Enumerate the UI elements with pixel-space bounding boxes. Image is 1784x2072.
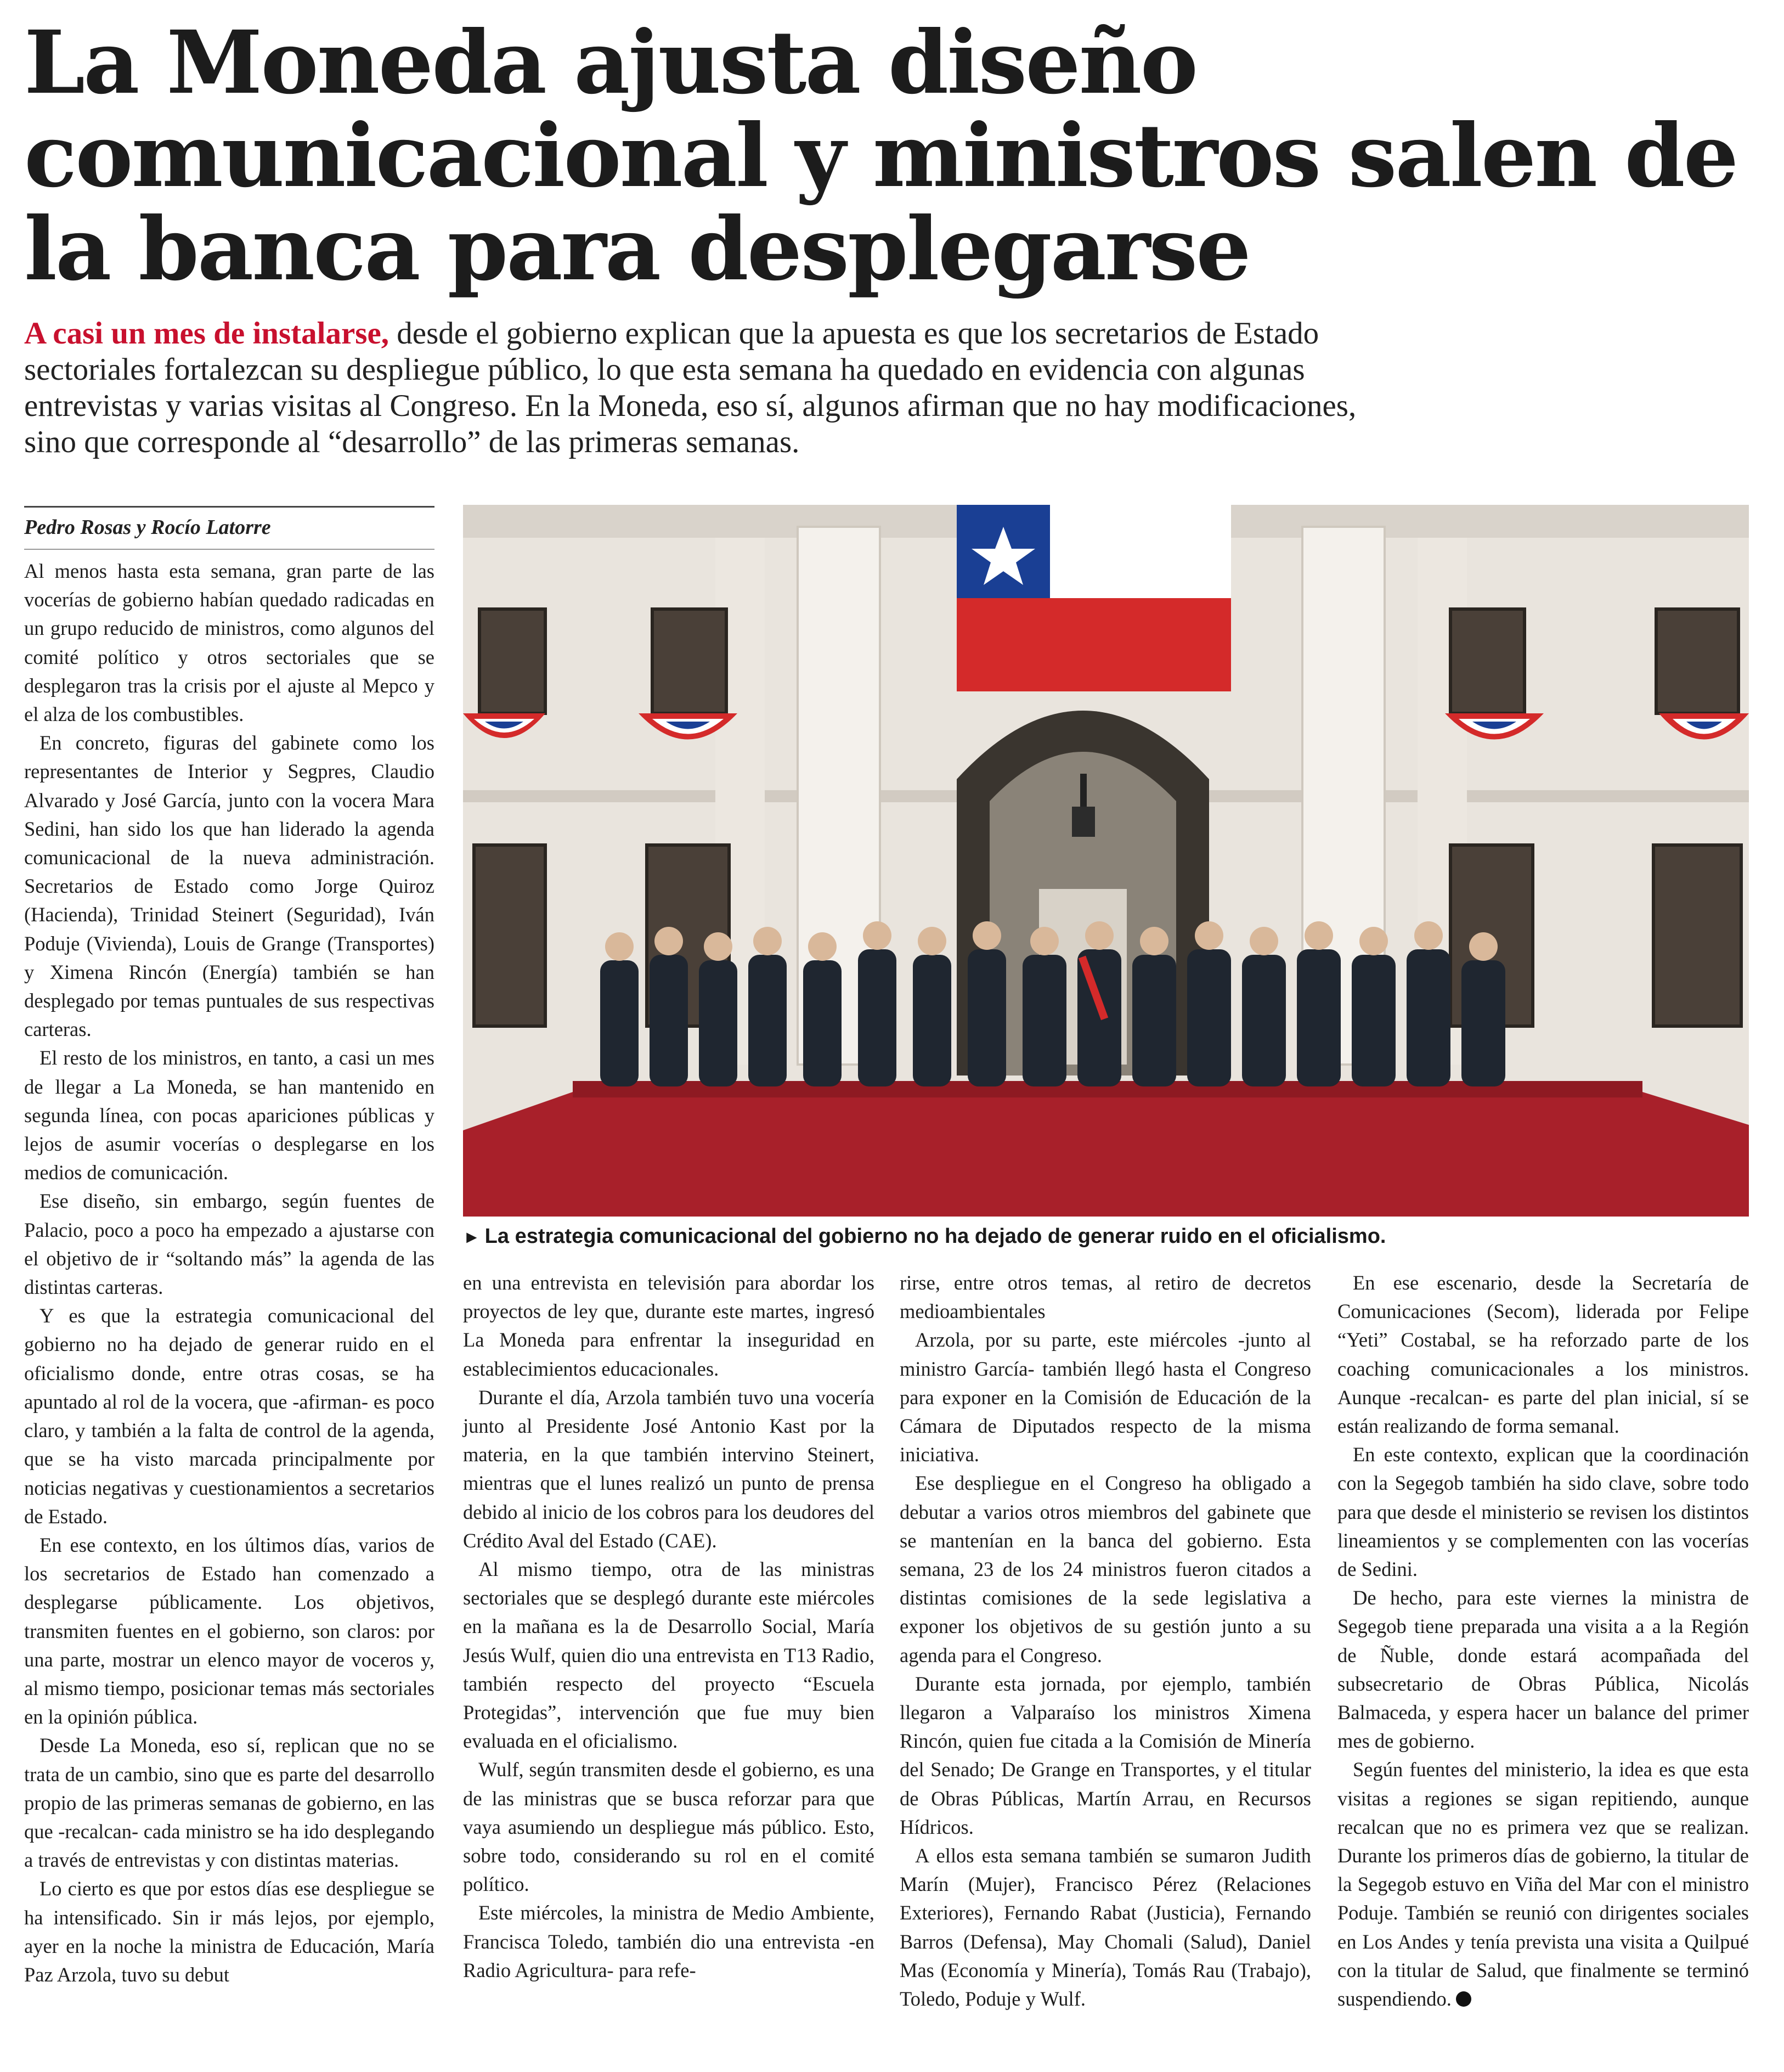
paragraph: rirse, entre otros temas, al retiro de decretos medioambientales: [900, 1271, 1311, 1323]
paragraph: Lo cierto es que por estos días ese despliegue se ha intensificado. Sin ir más lejos, por ejemplo, ayer en la noche la ministra de Educación, María Paz Arzola, tuvo su debut: [24, 1877, 434, 1986]
lead-text: desde el gobierno explican que la apuesta es que los secretarios de Estado sectoriales fortalezcan su despliegue público, lo que esta semana ha quedado en evidencia con algunas entrevistas y varias visitas al Congreso. En la Moneda, eso sí, algunos afirman que no hay modificaciones, sino que corresponde al “desarrollo” de las primeras semanas.: [24, 316, 1357, 459]
paragraph: Durante el día, Arzola también tuvo una vocería junto al Presidente José Antonio Kast por la materia, en la que también intervino Steinert, mientras que el lunes realizó un punto de prensa debido al inicio de los cobros para los deudores del Crédito Aval del Estado (CAE).: [463, 1386, 874, 1552]
paragraph: Ese despliegue en el Congreso ha obligado a debutar a varios otros miembros del gabinete que se mantenían en la banca del gobierno. Esta semana, 23 de los 24 ministros fueron citados a distintas comisiones de la sede legislativa a exponer los objetivos de su gestión junto a su agenda para el Congreso.: [900, 1472, 1311, 1666]
paragraph: En ese escenario, desde la Secretaría de Comunicaciones (Secom), liderada por Felipe “Yeti” Costabal, se ha reforzado parte de los coaching comunicacionales a los ministros. Aunque -recalcan- es parte del plan inicial, sí se están realizando de forma semanal.: [1337, 1271, 1749, 1438]
paragraph: En este contexto, explican que la coordinación con la Segegob también ha sido clave, sobre todo para que desde el ministerio se revisen los distintos lineamientos y se complementen con las vocerías de Sedini.: [1337, 1443, 1749, 1581]
chilean-flag: [957, 505, 1231, 691]
paragraph: Este miércoles, la ministra de Medio Ambiente, Francisca Toledo, también dio una entrevista -en Radio Agricultura- para refe-: [463, 1901, 874, 1981]
byline-rule: [24, 549, 434, 550]
lead-paragraph: [24, 316, 1385, 460]
paragraph: El resto de los ministros, en tanto, a casi un mes de llegar a La Moneda, se han mantenido en segunda línea, con pocas apariciones públicas y lejos de asumir vocerías o desplegarse en los medios de comunicación.: [24, 1046, 434, 1184]
body-column-4: [1337, 1269, 1749, 2013]
paragraph: En ese contexto, en los últimos días, varios de los secretarios de Estado han comenzado a desplegarse públicamente. Los objetivos, transmiten fuentes en el gobierno, son claros: por una parte, mostrar un elenco mayor de voceros y, al mismo tiempo, posicionar temas más sectoriales en la opinión pública.: [24, 1533, 434, 1728]
lead-kicker: A casi un mes de instalarse,: [24, 316, 389, 351]
byline: Pedro Rosas y Rocío Latorre: [24, 506, 434, 539]
paragraph: En concreto, figuras del gabinete como los representantes de Interior y Segpres, Claudio Alvarado y José García, junto con la vocera Mara Sedini, han sido los que han liderado la agenda comunicacional de la nueva administración. Secretarios de Estado como Jorge Quiroz (Hacienda), Trinidad Steinert (Seguridad), Iván Poduje (Vivienda), Louis de Grange (Transportes) y Ximena Rincón (Energía) también se han desplegado por temas puntuales de sus respectivas carteras.: [24, 731, 434, 1041]
caption-text: La estrategia comunicacional del gobierno no ha dejado de generar ruido en el oficialismo.: [484, 1225, 1386, 1248]
paragraph: Ese diseño, sin embargo, según fuentes de Palacio, poco a poco ha empezado a ajustarse con el objetivo de ir “soltando más” la agenda de las distintas carteras.: [24, 1190, 434, 1299]
photo-caption: [463, 1225, 1749, 1248]
paragraph: Al menos hasta esta semana, gran parte de las vocerías de gobierno habían quedado radicadas en un grupo reducido de ministros, como algunos del comité político y otros sectoriales que se desplegaron tras la crisis por el ajuste al Mepco y el alza de los combustibles.: [24, 560, 434, 726]
paragraph: Desde La Moneda, eso sí, replican que no se trata de un cambio, sino que es parte del desarrollo propio de las primeras semanas de gobierno, en las que -recalcan- cada ministro se ha ido desplegando a través de entrevistas y con distintas materias.: [24, 1734, 434, 1872]
body-column-3: [900, 1269, 1311, 2013]
body-column-2: [463, 1269, 874, 1985]
paragraph: Durante esta jornada, por ejemplo, también llegaron a Valparaíso los ministros Ximena Rincón, quien fue citada a la Comisión de Minería del Senado; De Grange en Transportes, y el titular de Obras Públicas, Martín Arrau, en Recursos Hídricos.: [900, 1672, 1311, 1838]
paragraph: De hecho, para este viernes la ministra de Segegob tiene preparada una visita a a la Región de Ñuble, donde estará acompañada del subsecretario de Obras Pública, Nicolás Balmaceda, y espera hacer un balance del primer mes de gobierno.: [1337, 1586, 1749, 1753]
article-photo: [463, 505, 1749, 1217]
paragraph-text: Según fuentes del ministerio, la idea es que esta visitas a regiones se sigan repitiendo, aunque recalcan que no es primera vez que se realizan. Durante los primeros días de gobierno, la titular de la Segegob estuvo en Viña del Mar con el ministro Poduje. También se reunió con dirigentes sociales en Los Andes y tenía prevista una visita a Quilpué con la titular de Salud, que finalmente se terminó suspendiendo.: [1337, 1758, 1749, 2011]
paragraph: A ellos esta semana también se sumaron Judith Marín (Mujer), Francisco Pérez (Relaciones Exteriores), Fernando Rabat (Justicia), Fernando Barros (Defensa), May Chomali (Salud), Daniel Mas (Economía y Minería), Tomás Rau (Trabajo), Toledo, Poduje y Wulf.: [900, 1844, 1311, 2011]
paragraph: Wulf, según transmiten desde el gobierno, es una de las ministras que se busca reforzar para que vaya asumiendo un despliegue más público. Esto, sobre todo, considerando su rol en el comité político.: [463, 1758, 874, 1896]
paragraph: Arzola, por su parte, este miércoles -junto al ministro García- también llegó hasta el Congreso para exponer en la Comisión de Educación de la Cámara de Diputados respecto de la misma iniciativa.: [900, 1328, 1311, 1466]
palacio-la-moneda-illustration: [463, 505, 1749, 1217]
caption-arrow: ►: [463, 1227, 481, 1247]
headline: La Moneda ajusta diseño comunicacional y ministros salen de la banca para desplegarse: [24, 12, 1737, 300]
paragraph: [1337, 1755, 1749, 2013]
end-mark-icon: [1456, 1991, 1471, 2007]
paragraph: Y es que la estrategia comunicacional del gobierno no ha dejado de generar ruido en el oficialismo donde, entre otras cosas, se ha apuntado al rol de la vocera, que -afirman- es poco claro, y también a la falta de control de la agenda, que se ha visto marcada principalmente por noticias negativas y cuestionamientos a secretarios de Estado.: [24, 1304, 434, 1528]
body-column-1: [24, 557, 434, 1989]
paragraph: en una entrevista en televisión para abordar los proyectos de ley que, durante este martes, ingresó La Moneda para enfrentar la inseguridad en establecimientos educacionales.: [463, 1271, 874, 1380]
paragraph: Al mismo tiempo, otra de las ministras sectoriales que se desplegó durante este miércoles en la mañana es la de Desarrollo Social, María Jesús Wulf, quien dio una entrevista en T13 Radio, también respecto del proyecto “Escuela Protegidas”, intervención que fue muy bien evaluada en el oficialismo.: [463, 1558, 874, 1753]
